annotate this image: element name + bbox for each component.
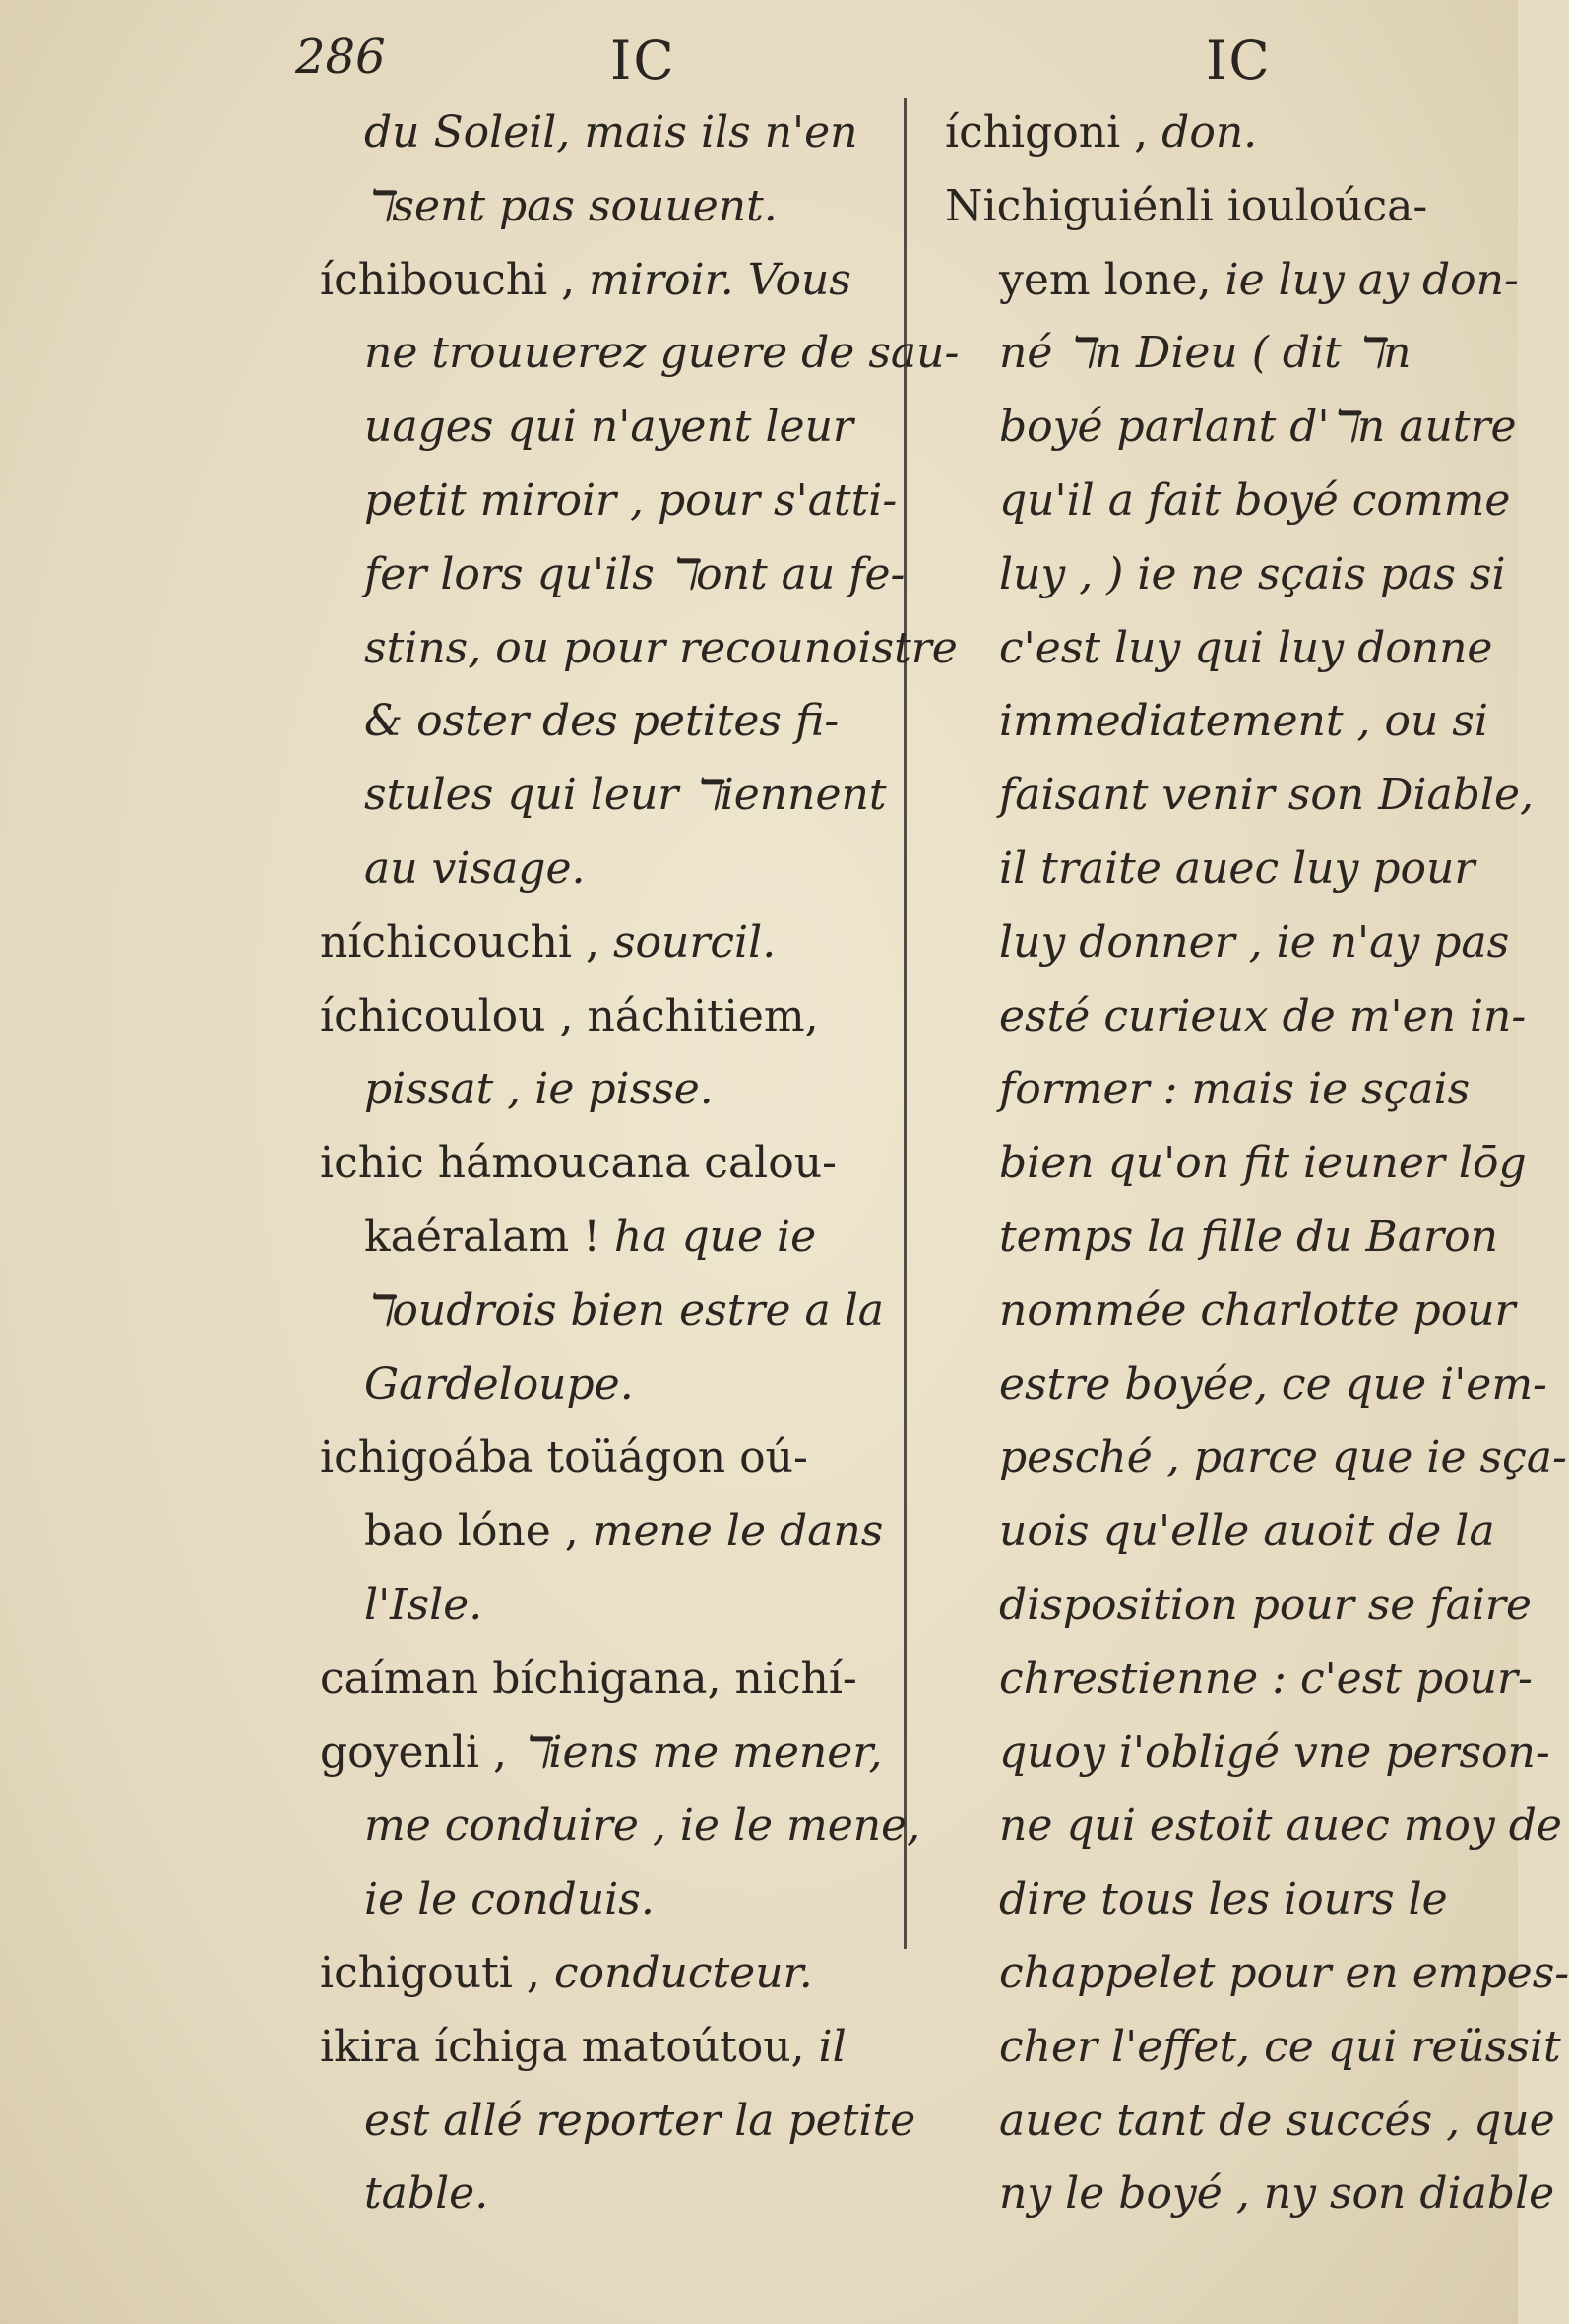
text-line [320, 612, 958, 686]
text-line [320, 2085, 916, 2159]
line-text: ℸsent pas souuent. [364, 180, 778, 231]
gloss: ℸiens me mener, [521, 1727, 883, 1778]
line-text: bien qu'on fit ieuner lōg [999, 1138, 1527, 1189]
text-line [320, 1569, 910, 1643]
headword: íchigoni , [945, 107, 1149, 157]
line-text: ie le conduis. [364, 1874, 655, 1925]
running-head-left: IC [610, 30, 676, 92]
right-column [920, 96, 1569, 2231]
text-line [320, 907, 910, 980]
text-line [320, 685, 910, 759]
line-text: ℸoudrois bien estre a la [364, 1285, 884, 1336]
headword: íchibouchi , [320, 254, 576, 305]
text-line [320, 1717, 910, 1790]
line-text: me conduire , ie le mene, [364, 1800, 921, 1852]
line-text: chappelet pour en empes- [999, 1947, 1569, 1998]
text-line [920, 1863, 1501, 1937]
line-text: dire tous les iours le [999, 1874, 1448, 1925]
text-line [320, 833, 910, 907]
text-line [320, 1790, 921, 1863]
text-line [920, 1790, 1562, 1863]
headword: bao lóne , [364, 1506, 579, 1557]
text-line [320, 1349, 910, 1422]
text-line [320, 1643, 910, 1717]
line-text: il traite auec luy pour [999, 843, 1475, 894]
line-text: ne trouuerez guere de sau- [364, 328, 960, 379]
text-line [920, 1569, 1532, 1643]
line-text: petit miroir , pour s'atti- [364, 474, 898, 526]
left-column [320, 96, 960, 2231]
line-text: Gardeloupe. [364, 1358, 634, 1410]
text-line [920, 1349, 1547, 1422]
gloss: don. [1161, 107, 1258, 157]
text-line [320, 1201, 910, 1275]
text-line [320, 244, 910, 318]
text-line [920, 244, 1519, 318]
line-text: stules qui leur ℸiennent [364, 770, 887, 821]
text-line [320, 1053, 910, 1127]
headword: níchicouchi , [320, 916, 599, 968]
text-line [920, 1421, 1567, 1495]
headword: ichigouti , [320, 1947, 540, 1998]
text-line [320, 1421, 910, 1495]
text-line [920, 317, 1501, 391]
gloss: conducteur. [553, 1947, 813, 1998]
text-line [320, 1275, 910, 1349]
line-text: chrestienne : c'est pour- [999, 1653, 1533, 1704]
text-line [920, 170, 1501, 244]
line-text: ne qui estoit auec moy de [999, 1800, 1562, 1852]
text-line [920, 1201, 1501, 1275]
text-line [920, 1495, 1501, 1569]
page-header [0, 30, 1518, 98]
line-text: estre boyée, ce que i'em- [999, 1358, 1547, 1410]
line-text: luy , ) ie ne sçais pas si [999, 548, 1506, 599]
headword: ichigoába toüágon oú- [320, 1432, 808, 1483]
line-text: c'est luy qui luy donne [999, 622, 1493, 673]
text-line [320, 2011, 910, 2085]
line-text: au visage. [364, 843, 586, 894]
line-text: fer lors qu'ils ℸont au fe- [364, 548, 906, 599]
line-text: former : mais ie sçais [999, 1064, 1471, 1115]
text-line [320, 170, 910, 244]
gloss: il [818, 2021, 847, 2072]
text-line [320, 1127, 910, 1201]
text-line [320, 317, 960, 391]
text-line [920, 2085, 1555, 2159]
text-line [920, 1127, 1527, 1201]
line-text: luy donner , ie n'ay pas [999, 916, 1510, 968]
line-text: né ℸn Dieu ( dit ℸn [999, 328, 1412, 379]
line-text: qu'il a fait boyé comme [999, 474, 1511, 526]
headword: ichic hámoucana calou- [320, 1138, 837, 1189]
text-line [920, 1053, 1501, 1127]
gloss: ie luy ay don- [1224, 254, 1519, 305]
text-line [320, 465, 910, 538]
line-text: pissat , ie pisse. [364, 1064, 714, 1115]
line-text: du Soleil, mais ils n'en [364, 107, 858, 157]
text-line [920, 391, 1517, 465]
line-text: faisant venir son Diable, [999, 770, 1534, 821]
text-line [320, 980, 910, 1054]
text-line [320, 391, 910, 465]
text-line [920, 685, 1501, 759]
text-line [920, 980, 1527, 1054]
text-line [320, 1937, 910, 2011]
headword: goyenli , [320, 1727, 508, 1778]
gloss: mene le dans [592, 1506, 884, 1557]
text-line [920, 96, 1501, 170]
line-text: cher l'effet, ce qui reüssit [999, 2021, 1561, 2072]
gloss: miroir. Vous [589, 254, 851, 305]
line-text: uois qu'elle auoit de la [999, 1506, 1495, 1557]
running-head-right: IC [1206, 30, 1272, 92]
text-line [920, 1643, 1533, 1717]
line-text: pesché , parce que ie sça- [999, 1432, 1567, 1483]
page-number: 286 [295, 30, 386, 85]
line-text: immediatement , ou si [999, 696, 1488, 747]
line-text: ny le boyé , ny son diable [999, 2168, 1555, 2220]
line-text: nommée charlotte pour [999, 1285, 1516, 1336]
text-line [920, 907, 1510, 980]
text-line [320, 759, 910, 833]
text-line [920, 2158, 1555, 2231]
headword: Nichiguiénli iouloúca- [945, 180, 1428, 231]
line-text: disposition pour se faire [999, 1579, 1532, 1630]
headword: yem lone, [999, 254, 1212, 305]
headword: ikira íchiga matoútou, [320, 2021, 805, 2072]
headword: caíman bíchigana, nichí- [320, 1653, 857, 1704]
gloss: ha que ie [613, 1211, 817, 1262]
line-text: auec tant de succés , que [999, 2095, 1555, 2146]
text-line [920, 833, 1501, 907]
line-text: est allé reporter la petite [364, 2095, 916, 2146]
text-line [320, 96, 910, 170]
line-text: table. [364, 2168, 489, 2220]
gloss: sourcil. [612, 916, 777, 968]
text-line [920, 1937, 1569, 2011]
line-text: quoy i'obligé vne person- [999, 1727, 1550, 1778]
line-text: & oster des petites fi- [364, 696, 840, 747]
line-text: esté curieux de m'en in- [999, 990, 1527, 1041]
text-line [920, 2011, 1561, 2085]
text-line [920, 465, 1511, 538]
text-line [920, 538, 1506, 612]
line-text: uages qui n'ayent leur [364, 402, 853, 453]
line-text: boyé parlant d'ℸn autre [999, 402, 1517, 453]
text-line [920, 759, 1534, 833]
line-text: stins, ou pour recounoistre [364, 622, 958, 673]
text-line [320, 1495, 910, 1569]
text-line [920, 612, 1501, 686]
text-line [320, 2158, 910, 2231]
text-line [920, 1717, 1550, 1790]
text-line [920, 1275, 1516, 1349]
headword: kaéralam ! [364, 1211, 600, 1262]
headword: íchicoulou , náchitiem, [320, 990, 819, 1041]
text-line [320, 538, 910, 612]
text-line [320, 1863, 910, 1937]
line-text: l'Isle. [364, 1579, 483, 1630]
line-text: temps la fille du Baron [999, 1211, 1498, 1262]
